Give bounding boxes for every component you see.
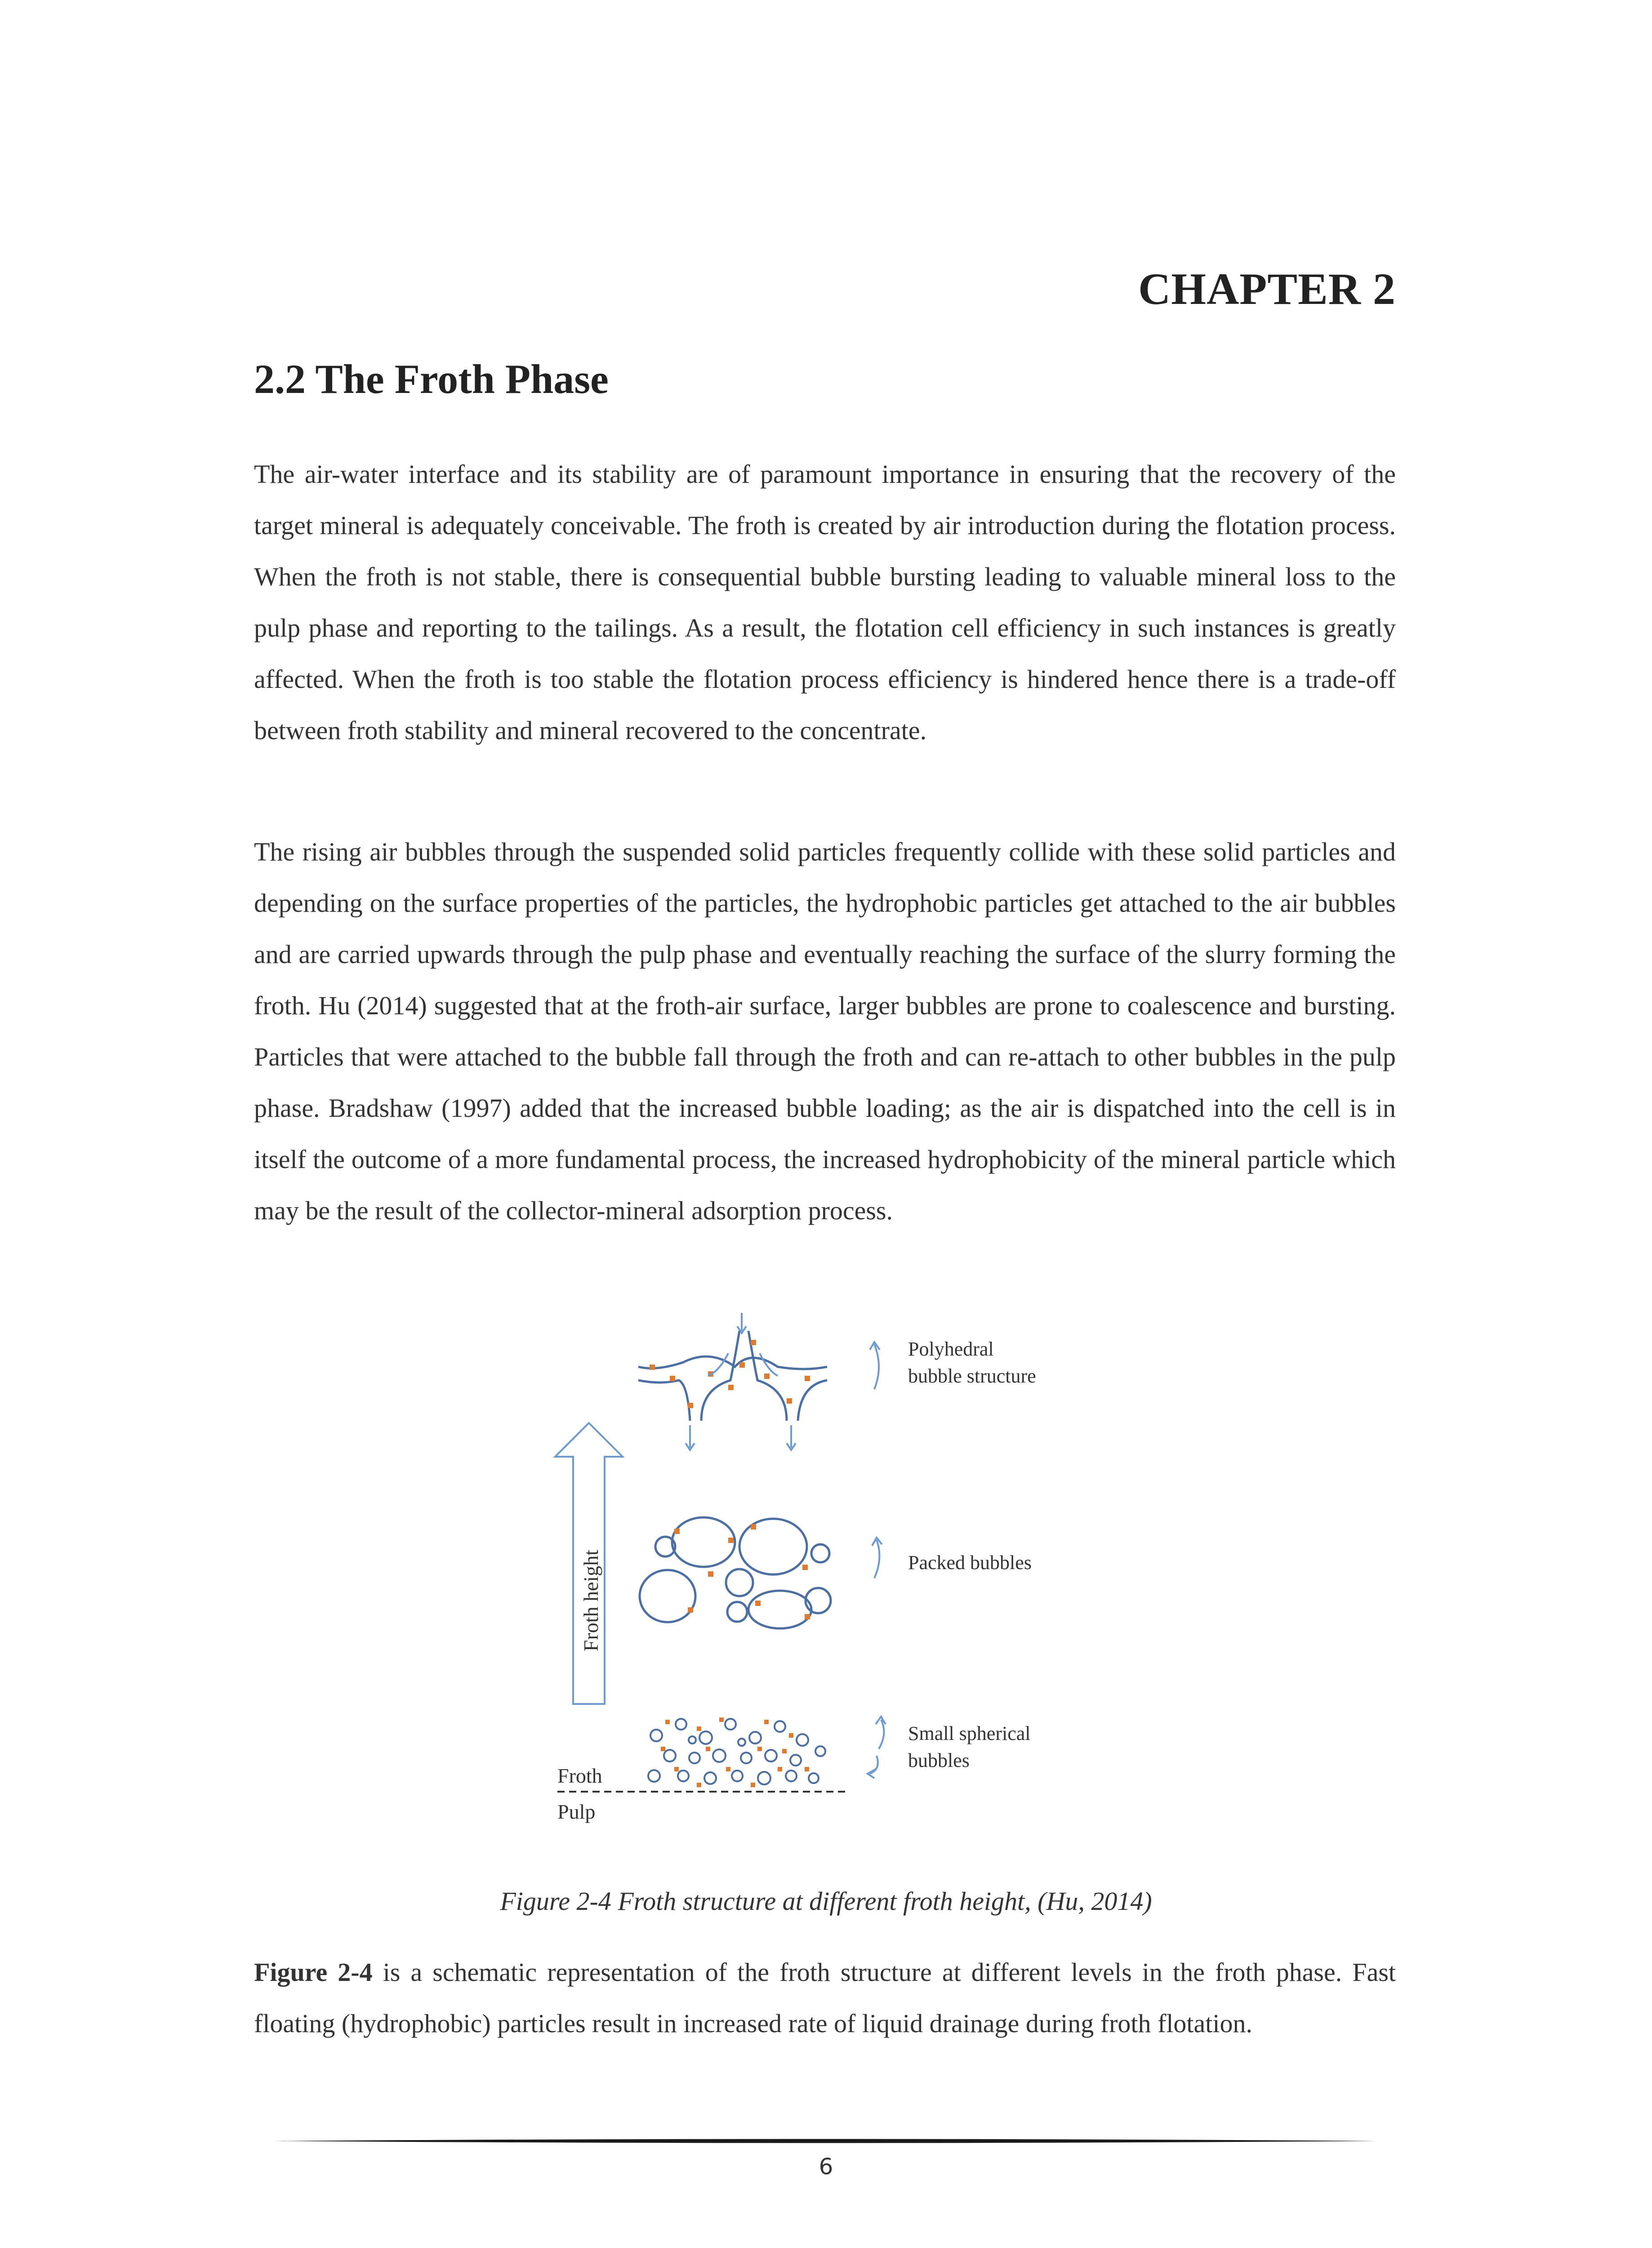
- small-spherical-bubbles: [648, 1719, 825, 1784]
- figure-caption: Figure 2-4 Froth structure at different froth height, (Hu, 2014): [500, 1887, 1152, 1916]
- label-polyhedral-line2: bubble structure: [908, 1365, 1036, 1387]
- froth-label: Froth: [557, 1764, 602, 1787]
- label-polyhedral-line1: Polyhedral: [908, 1338, 994, 1360]
- paragraph-2: The rising air bubbles through the suspended solid particles frequently collide with these solid particles and depending on the surface properties of the particles, the hydrophobic particles get attached to the air bubbles and are carried upwards through the pulp phase and eventually reaching the surface of the slurry forming the froth. Hu (2014) suggested that at the froth-air surface, larger bubbles are prone to coalescence and bursting. Particles that were attached to the bubble fall through the froth and can re-attach to other bubbles in the pulp phase. Bradshaw (1997) added that the increased bubble loading; as the air is dispatched into the cell is in itself the outcome of a more fundamental process, the increased hydrophobicity of the mineral particle which may be the result of the collector-mineral adsorption process.: [254, 837, 1396, 1225]
- packed-bubbles: [640, 1517, 831, 1628]
- chapter-heading: CHAPTER 2: [1138, 264, 1396, 314]
- froth-height-label: Froth height: [579, 1549, 602, 1652]
- footer-rule: [274, 2138, 1378, 2144]
- page-number: 6: [819, 2154, 833, 2180]
- polyhedral-particles: [650, 1340, 810, 1408]
- pulp-label: Pulp: [557, 1800, 596, 1823]
- paragraph-3-text: is a schematic representation of the froth structure at different levels in the froth phase. Fast floating (hydrophobic) particles result in increased rate of liquid drainage during froth flotation.: [254, 1958, 1396, 2038]
- froth-height-arrow: [555, 1423, 623, 1704]
- label-packed-bubbles: Packed bubbles: [908, 1552, 1032, 1574]
- polyhedral-bubbles: [638, 1331, 827, 1421]
- paragraph-1: The air-water interface and its stability are of paramount importance in ensuring that the recovery of the target mineral is adequately conceivable. The froth is created by air introduction during the flotation process. When the froth is not stable, there is consequential bubble bursting leading to valuable mineral loss to the pulp phase and reporting to the tailings. As a result, the flotation cell efficiency in such instances is greatly affected. When the froth is too stable the flotation process efficiency is hindered hence there is a trade-off between froth stability and mineral recovered to the concentrate.: [254, 459, 1396, 745]
- label-small-line2: bubbles: [908, 1749, 970, 1771]
- label-small-line1: Small spherical: [908, 1722, 1031, 1744]
- froth-structure-figure: [553, 1313, 1119, 1852]
- figure-reference: Figure 2-4: [254, 1958, 373, 1987]
- section-title: 2.2 The Froth Phase: [254, 356, 609, 402]
- side-arrows: [868, 1342, 886, 1778]
- polyhedral-flow-arrows: [686, 1313, 796, 1450]
- paragraph-3: [254, 1947, 1396, 2049]
